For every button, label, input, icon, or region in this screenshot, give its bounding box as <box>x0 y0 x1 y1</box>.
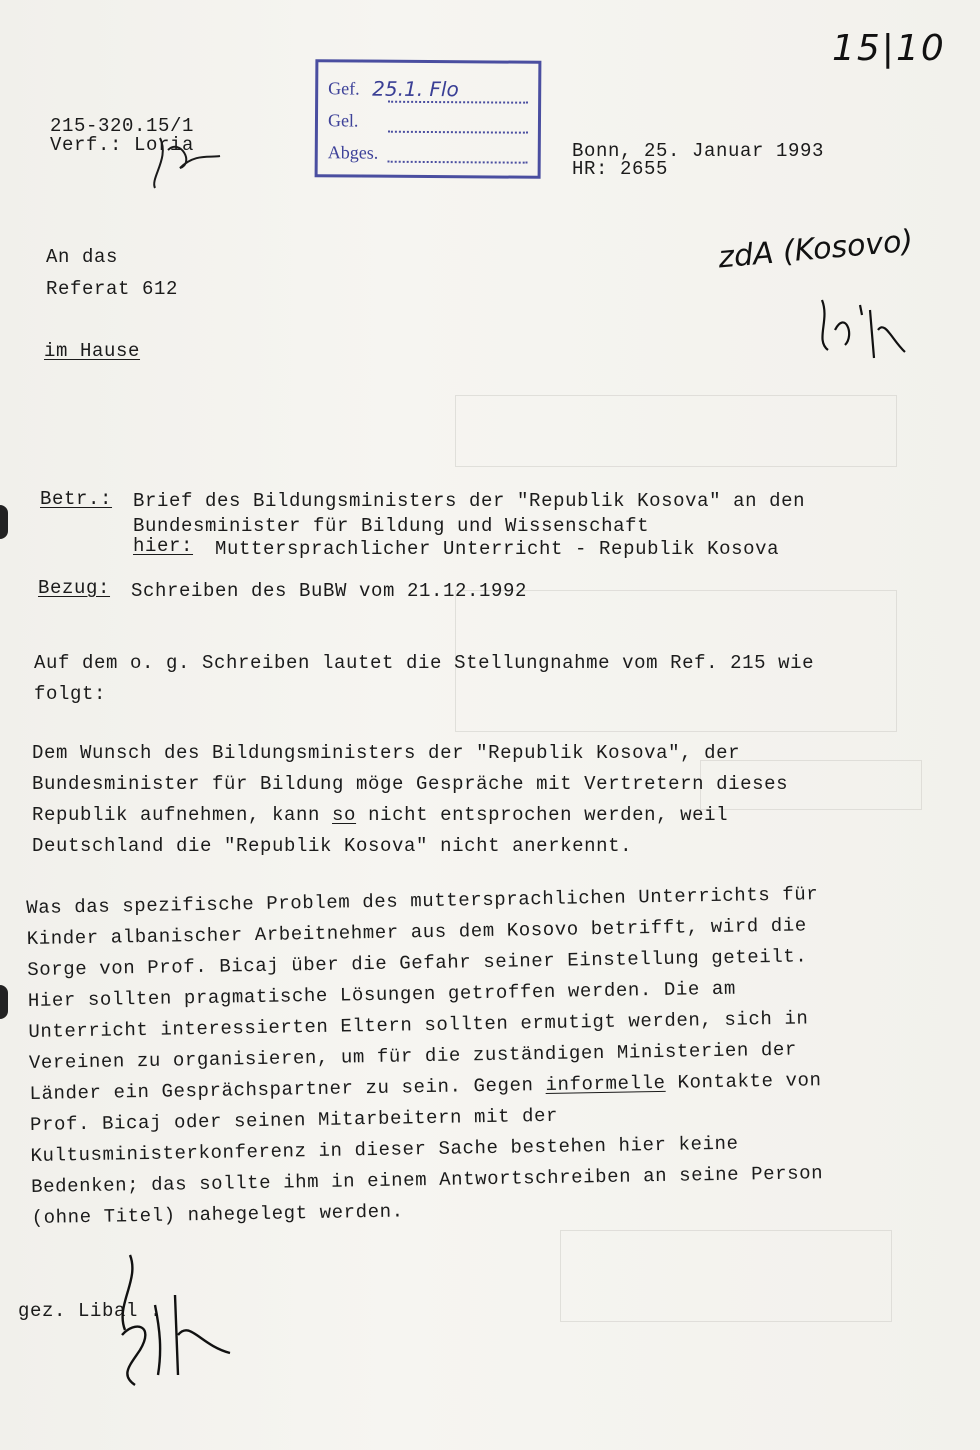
text-segment: Republik aufnehmen, kann <box>32 804 333 826</box>
intro-paragraph <box>34 648 814 710</box>
handwritten-filing-note: zdA (Kosovo) <box>716 223 915 276</box>
text-line: Was das spezifische Problem des muttersprachlichen Unterrichts für <box>26 883 819 919</box>
stamp-handwritten-entry: 25.1. Flo <box>372 76 459 102</box>
subject-line: Brief des Bildungsministers der "Republik Kosova" an den <box>133 490 806 512</box>
underlined-word: so <box>332 804 357 826</box>
stamp-label-abges: Abges. <box>327 142 379 163</box>
handwritten-signature <box>100 1235 260 1395</box>
subject-line: Muttersprachlicher Unterricht - Republik Kosova <box>215 538 780 560</box>
text-line: Bundesminister für Bildung möge Gespräche mit Vertretern dieses <box>32 773 789 795</box>
text-line: Vereinen zu organisieren, um für die zuständigen Ministerien der <box>28 1038 798 1074</box>
text-line: (ohne Titel) nahegelegt werden. <box>31 1200 404 1229</box>
text-line: Bedenken; das sollte ihm in einem Antwortschreiben an seine Person <box>30 1162 824 1198</box>
text-line: Dem Wunsch des Bildungsministers der "Republik Kosova", der <box>32 742 741 764</box>
receipt-stamp <box>315 59 542 179</box>
recipient-department: Referat 612 <box>46 278 179 300</box>
initial-scribble <box>140 128 230 198</box>
underlined-word: informelle <box>545 1071 666 1096</box>
corner-number: 15|10 <box>832 28 946 69</box>
text-line: Sorge von Prof. Bicaj über die Gefahr seiner Einstellung geteilt. <box>27 945 808 981</box>
signature-line: gez. Libal . <box>18 1300 163 1322</box>
paragraph-instruction <box>26 879 824 1234</box>
text-line: Unterricht interessierten Eltern sollten ermutigt werden, sich in <box>28 1007 809 1043</box>
file-reference: 215-320.15/1 <box>50 115 195 137</box>
text-line: folgt: <box>34 683 107 705</box>
author-reference: Verf.: Loria <box>50 134 195 156</box>
subject-label: Betr.: <box>40 488 113 510</box>
text-segment: nicht entsprochen werden, weil <box>356 804 729 826</box>
recipient-location: im Hause <box>44 340 141 362</box>
text-line: Auf dem o. g. Schreiben lautet die Stellungnahme vom Ref. 215 wie <box>34 652 815 674</box>
stamp-label-gel: Gel. <box>327 110 359 131</box>
stamp-line <box>388 131 528 134</box>
text-line: Deutschland die "Republik Kosova" nicht anerkennt. <box>32 835 633 857</box>
paragraph-recognition <box>32 738 788 862</box>
punch-hole <box>0 985 8 1019</box>
recipient-line: An das <box>46 246 119 268</box>
text-segment: Länder ein Gesprächspartner zu sein. Gegen <box>29 1073 546 1105</box>
relation-text: Schreiben des BuBW vom 21.12.1992 <box>131 580 528 602</box>
stamp-line <box>388 161 528 164</box>
hr-number: HR: 2655 <box>572 158 669 180</box>
text-line: Prof. Bicaj oder seinen Mitarbeitern mit der <box>29 1104 559 1136</box>
relation-label: Bezug: <box>38 577 111 599</box>
text-line: Hier sollten pragmatische Lösungen getroffen werden. Die am <box>27 977 737 1012</box>
stamp-label-gef: Gef. <box>328 78 360 99</box>
handwritten-initials <box>810 290 920 365</box>
text-line: Kultusministerkonferenz in dieser Sache bestehen hier keine <box>30 1132 739 1167</box>
stamp-line <box>388 101 528 104</box>
subject-line: Bundesminister für Bildung und Wissenschaft <box>133 515 650 537</box>
text-line: Kinder albanischer Arbeitnehmer aus dem Kosovo betrifft, wird die <box>26 914 808 950</box>
text-line <box>32 800 788 831</box>
punch-hole <box>0 505 8 539</box>
subject-hier-label: hier: <box>133 535 194 557</box>
place-date: Bonn, 25. Januar 1993 <box>572 140 825 162</box>
text-segment: Kontakte von <box>665 1069 822 1094</box>
